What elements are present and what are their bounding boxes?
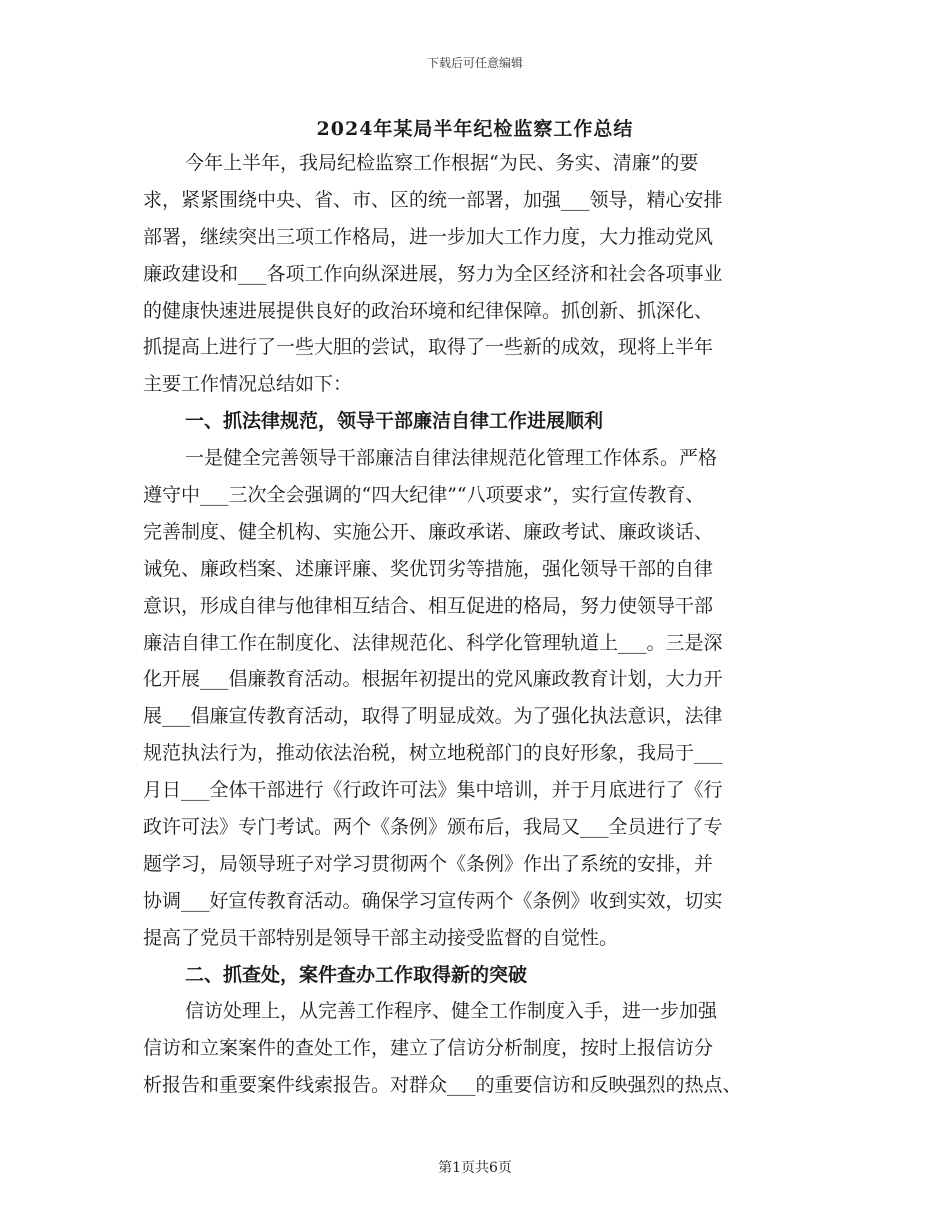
paragraph-line: 展___倡廉宣传教育活动，取得了明显成效。为了强化执法意识，法律 — [143, 705, 723, 728]
paragraph-line: 协调___好宣传教育活动。确保学习宣传两个《条例》收到实效，切实 — [143, 889, 723, 912]
document-body — [143, 145, 819, 1104]
section-heading-1: 一、抓法律规范，领导干部廉洁自律工作进展顺利 — [185, 410, 604, 433]
paragraph-line: 廉政建设和___各项工作向纵深进展，努力为全区经济和社会各项事业 — [143, 262, 723, 285]
paragraph-line: 诫免、廉政档案、述廉评廉、奖优罚劣等措施，强化领导干部的自律 — [143, 557, 714, 580]
paragraph-line: 廉洁自律工作在制度化、法律规范化、科学化管理轨道上___。三是深 — [143, 631, 723, 654]
paragraph-line: 今年上半年，我局纪检监察工作根据“为民、务实、清廉”的要 — [185, 152, 699, 174]
paragraph-line: 政许可法》专门考试。两个《条例》颁布后，我局又___全员进行了专 — [143, 816, 723, 839]
paragraph-line: 求，紧紧围绕中央、省、市、区的统一部署，加强___领导，精心安排 — [143, 188, 723, 211]
paragraph-line: 提高了党员干部特别是领导干部主动接受监督的自觉性。 — [143, 926, 619, 949]
paragraph-line: 月日___全体干部进行《行政许可法》集中培训，并于月底进行了《行 — [143, 779, 723, 802]
paragraph-line: 一是健全完善领导干部廉洁自律法律规范化管理工作体系。严格 — [185, 447, 718, 470]
document-title: 2024年某局半年纪检监察工作总结 — [316, 118, 634, 140]
paragraph-line: 化开展___倡廉教育活动。根据年初提出的党风廉政教育计划，大力开 — [143, 668, 723, 691]
paragraph-line: 题学习，局领导班子对学习贯彻两个《条例》作出了系统的安排，并 — [143, 852, 714, 875]
paragraph-line: 信访和立案案件的查处工作，建立了信访分析制度，按时上报信访分 — [143, 1037, 714, 1060]
paragraph-line: 析报告和重要案件线索报告。对群众___的重要信访和反映强烈的热点、 — [143, 1074, 742, 1097]
header-note: 下载后可任意编辑 — [426, 56, 523, 70]
paragraph-line: 意识，形成自律与他律相互结合、相互促进的格局，努力使领导干部 — [143, 594, 714, 617]
paragraph-line: 信访处理上，从完善工作程序、健全工作制度入手，进一步加强 — [185, 1000, 718, 1023]
paragraph-line: 完善制度、健全机构、实施公开、廉政承诺、廉政考试、廉政谈话、 — [143, 520, 714, 543]
section-heading-2: 二、抓查处，案件查办工作取得新的突破 — [185, 963, 528, 986]
paragraph-line: 主要工作情况总结如下： — [143, 373, 353, 396]
paragraph-line: 抓提高上进行了一些大胆的尝试，取得了一些新的成效，现将上半年 — [143, 336, 714, 359]
paragraph-line: 的健康快速进展提供良好的政治环境和纪律保障。抓创新、抓深化、 — [143, 299, 714, 322]
page-footer: 第1页共6页 — [438, 1160, 512, 1176]
paragraph-line: 部署，继续突出三项工作格局，进一步加大工作力度，大力推动党风 — [143, 225, 714, 248]
paragraph-line: 遵守中___三次全会强调的“四大纪律”“八项要求”，实行宣传教育、 — [143, 484, 705, 507]
paragraph-line: 规范执法行为，推动依法治税，树立地税部门的良好形象，我局于___ — [143, 742, 723, 765]
